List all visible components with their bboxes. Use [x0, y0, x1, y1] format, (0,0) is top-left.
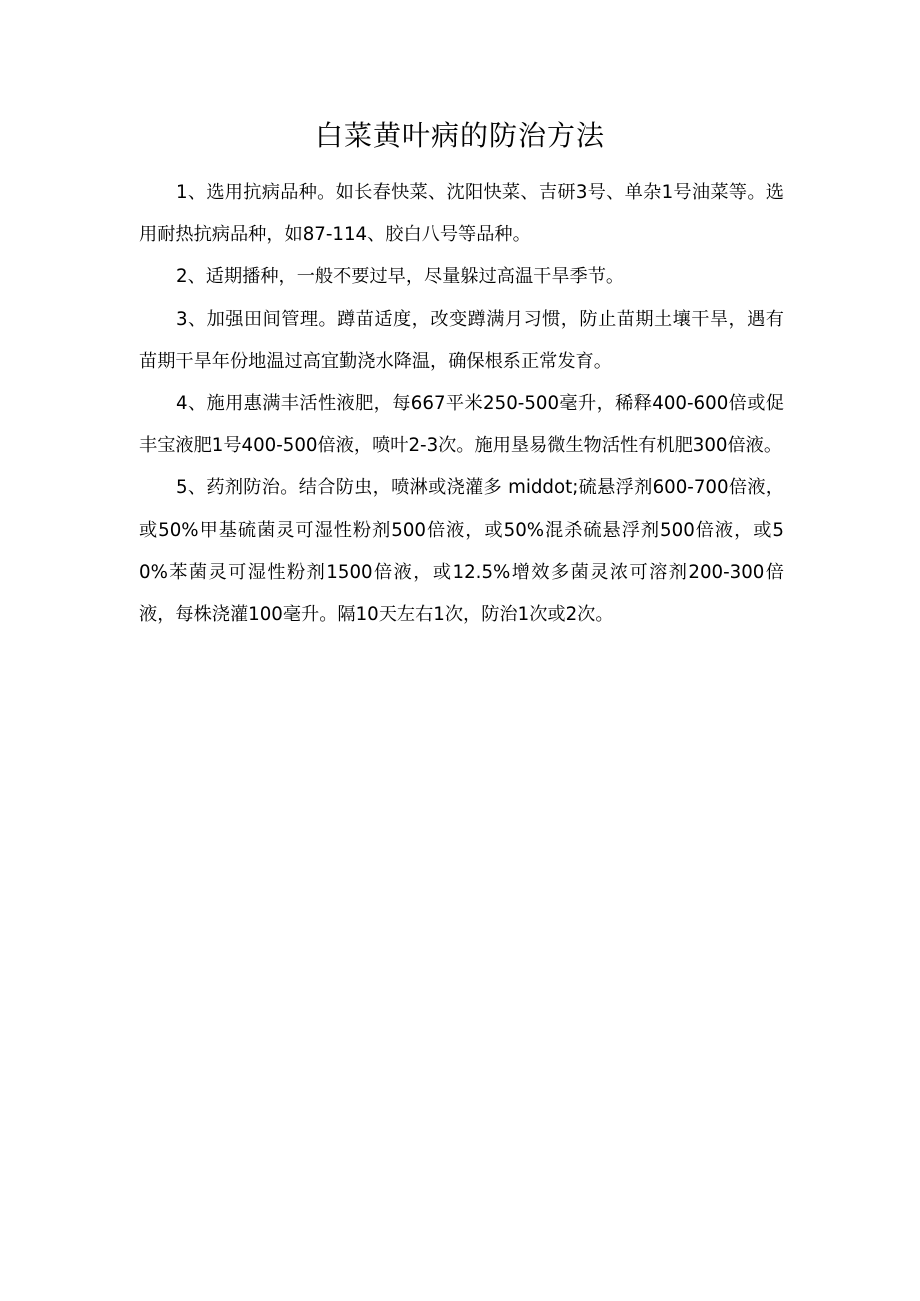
paragraph-2: 2、适期播种，一般不要过早，尽量躲过高温干旱季节。 [176, 266, 625, 288]
document-title: 白菜黄叶病的防治方法 [314, 119, 605, 152]
paragraph-3: 3、加强田间管理。蹲苗适度，改变蹲满月习惯，防止苗期土壤干旱，遇有苗期干旱年份地温过高宜勤浇水降温，确保根系正常发育。 [139, 308, 784, 372]
paragraph-4: 4、施用惠满丰活性液肥，每667平米250-500毫升，稀释400-600倍或促丰宝液肥1号400-500倍液，喷叶2-3次。施用垦易微生物活性有机肥300倍液。 [139, 393, 784, 457]
paragraph-1: 1、选用抗病品种。如长春快菜、沈阳快菜、吉研3号、单杂1号油菜等。选用耐热抗病品种，如87-114、胶白八号等品种。 [139, 182, 784, 246]
document-body [139, 172, 784, 636]
paragraph-5: 5、药剂防治。结合防虫，喷淋或浇灌多 middot;硫悬浮剂600-700倍液，或50%甲基硫菌灵可湿性粉剂500倍液，或50%混杀硫悬浮剂500倍液，或50%苯菌灵可湿性粉剂1500倍液，或12.5%增效多菌灵浓可溶剂200-300倍液，每株浇灌100毫升。隔10天左右1次，防治1次或2次。 [139, 477, 784, 626]
